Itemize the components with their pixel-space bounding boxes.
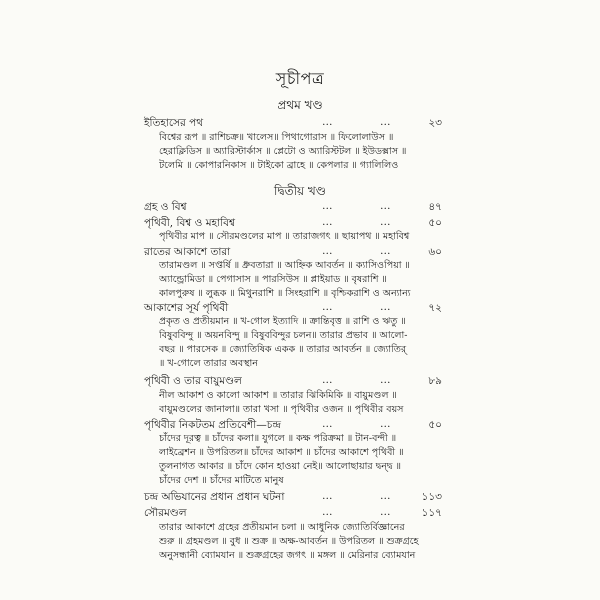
entry-title: ইতিহাসের পথ xyxy=(144,117,204,129)
dot-leader: … xyxy=(380,506,392,518)
page-title: সূচীপত্র xyxy=(275,69,325,88)
dot-leader: … xyxy=(322,200,334,212)
toc-entry xyxy=(0,374,600,388)
dot-leader: … xyxy=(322,506,334,518)
toc-entry xyxy=(0,116,600,130)
dot-leader: … xyxy=(380,245,392,257)
entry-page: ১১৭ xyxy=(421,507,442,519)
entry-page: ৬০ xyxy=(428,246,442,258)
entry-title: পৃথিবী, বিশ্ব ও মহাবিশ্ব xyxy=(144,217,235,229)
entry-title: পৃথিবী ও তার বায়ুমণ্ডল xyxy=(144,375,242,387)
entry-page: ১১৩ xyxy=(421,491,442,503)
entry-title: গ্রহ ও বিশ্ব xyxy=(144,201,187,213)
part1-heading: প্রথম খণ্ড xyxy=(277,98,323,112)
entry-title: পৃথিবীর নিকটতম প্রতিবেশী—চন্দ্র xyxy=(144,419,281,431)
entry-subtopics: হেরাক্লিডিস ॥ অ্যারিস্টার্কাস ॥ প্লেটো ও অ্যারিস্টটল ॥ ইউডক্সাস ॥ xyxy=(159,146,407,157)
entry-subtopics: নীল আকাশ ও কালো আকাশ ॥ তারার ঝিকিমিকি ॥ বায়ুমণ্ডল ॥ xyxy=(159,390,397,401)
dot-leader: … xyxy=(322,301,334,313)
entry-page: ৪৭ xyxy=(428,201,442,213)
entry-title: চন্দ্র অভিযানের প্রধান প্রধান ঘটনা xyxy=(144,491,285,503)
entry-subtopics: বিষুববিন্দু ॥ অয়নবিন্দু ॥ বিষুববিন্দুর চলন॥ তারার প্রভাব ॥ আলো- xyxy=(159,330,408,341)
entry-page: ৮৯ xyxy=(428,375,442,387)
dot-leader: … xyxy=(380,490,392,502)
entry-title: আকাশের সূর্য পৃথিবী xyxy=(144,302,229,314)
entry-subtopics: তুলনাগত আকার ॥ চাঁদে কোন হাওয়া নেই॥ আলোছায়ার দ্বন্দ্ব ॥ xyxy=(159,461,401,472)
dot-leader: … xyxy=(322,418,334,430)
toc-entry xyxy=(0,245,600,259)
toc-entry xyxy=(0,490,600,504)
entry-page: ৭২ xyxy=(428,302,442,314)
entry-title: সৌরমণ্ডল xyxy=(144,507,187,519)
entry-subtopics: বিশ্বের রূপ ॥ রাশিচক্র॥ খালেস॥ পিথাগোরাস ॥ ফিলোলাউস ॥ xyxy=(159,132,394,143)
entry-subtopics: অনুসন্ধানী ব্যোমযান ॥ শুক্রগ্রহের জগৎ ॥ মঙ্গল ॥ মেরিনার ব্যোমযান xyxy=(159,550,416,561)
toc-entry xyxy=(0,200,600,214)
entry-subtopics: পৃথিবীর মাপ ॥ সৌরমণ্ডলের মাপ ॥ তারাজগৎ ॥ ছায়াপথ ॥ মহাবিশ্ব xyxy=(159,231,410,242)
entry-subtopics: কালপুরুষ ॥ লুব্ধক ॥ মিথুনরাশি ॥ সিংহরাশি ॥ বৃশ্চিকরাশি ও অন্যান্য xyxy=(159,288,411,299)
dot-leader: … xyxy=(380,418,392,430)
entry-subtopics: বছর ॥ পারসেক ॥ জ্যোতিষিক একক ॥ তারার আবর্তন ॥ জ্যোতির্ xyxy=(159,344,407,355)
part2-heading: দ্বিতীয় খণ্ড xyxy=(274,184,326,198)
toc-entry xyxy=(0,216,600,230)
entry-subtopics: তারামণ্ডল ॥ সপ্তর্ষি ॥ ধ্রুবতারা ॥ আহ্নিক আবর্তন ॥ ক্যাসিওপিয়া ॥ xyxy=(159,260,410,271)
entry-subtopics: চাঁদের দূরত্ব ॥ চাঁদের কলা॥ যুগলে ॥ কক্ষ পরিক্রমা ॥ টান-বন্দী ॥ xyxy=(159,433,397,444)
toc-entry xyxy=(0,506,600,520)
dot-leader: … xyxy=(322,374,334,386)
dot-leader: … xyxy=(322,116,334,128)
dot-leader: … xyxy=(380,200,392,212)
dot-leader: … xyxy=(322,245,334,257)
entry-subtopics: শুরু ॥ গ্রহমণ্ডল ॥ বুধ ॥ শুক্র ॥ অক্ষ-আবর্তন ॥ উপরিতল ॥ শুক্রগ্রহে xyxy=(159,536,419,547)
dot-leader: … xyxy=(380,216,392,228)
entry-subtopics: তারার আকাশে গ্রহের প্রতীয়মান চলা ॥ আধুনিক জ্যোতির্বিজ্ঞানের xyxy=(159,522,405,533)
entry-subtopics: ॥ খ-গোলে তারার অবস্থান xyxy=(159,358,258,369)
entry-subtopics: বায়ুমণ্ডলের জানালা॥ তারা খসা ॥ পৃথিবীর ওজন ॥ পৃথিবীর বয়স xyxy=(159,404,404,415)
toc-entry xyxy=(0,418,600,432)
entry-title: রাতের আকাশে তারা xyxy=(144,246,231,258)
entry-subtopics: লাইব্রেশন ॥ উপরিতল॥ চাঁদের আকাশ ॥ চাঁদের আকাশে পৃথিবী ॥ xyxy=(159,447,404,458)
dot-leader: … xyxy=(380,374,392,386)
dot-leader: … xyxy=(322,216,334,228)
toc-entry xyxy=(0,301,600,315)
dot-leader: … xyxy=(380,116,392,128)
entry-page: ৫০ xyxy=(428,217,442,229)
entry-subtopics: অ্যান্ড্রোমিডা ॥ পেগাসাস ॥ পারসিউস ॥ প্লাইয়াড ॥ বৃষরাশি ॥ xyxy=(159,274,387,285)
entry-subtopics: প্রকৃত ও প্রতীয়মান ॥ খ-গোল ইত্যাদি ॥ ক্রান্তিবৃত্ত ॥ রাশি ও ঋতু ॥ xyxy=(159,316,406,327)
dot-leader: … xyxy=(380,301,392,313)
entry-subtopics: চাঁদের দেশ ॥ চাঁদের মাটিতে মানুষ xyxy=(159,475,284,486)
entry-subtopics: টলেমি ॥ কোপারনিকাস ॥ টাইকো ব্রাহে ॥ কেপলার ॥ গ্যালিলিও xyxy=(159,160,399,171)
dot-leader: … xyxy=(322,490,334,502)
entry-page: ২৩ xyxy=(428,117,442,129)
entry-page: ৫০ xyxy=(428,419,442,431)
